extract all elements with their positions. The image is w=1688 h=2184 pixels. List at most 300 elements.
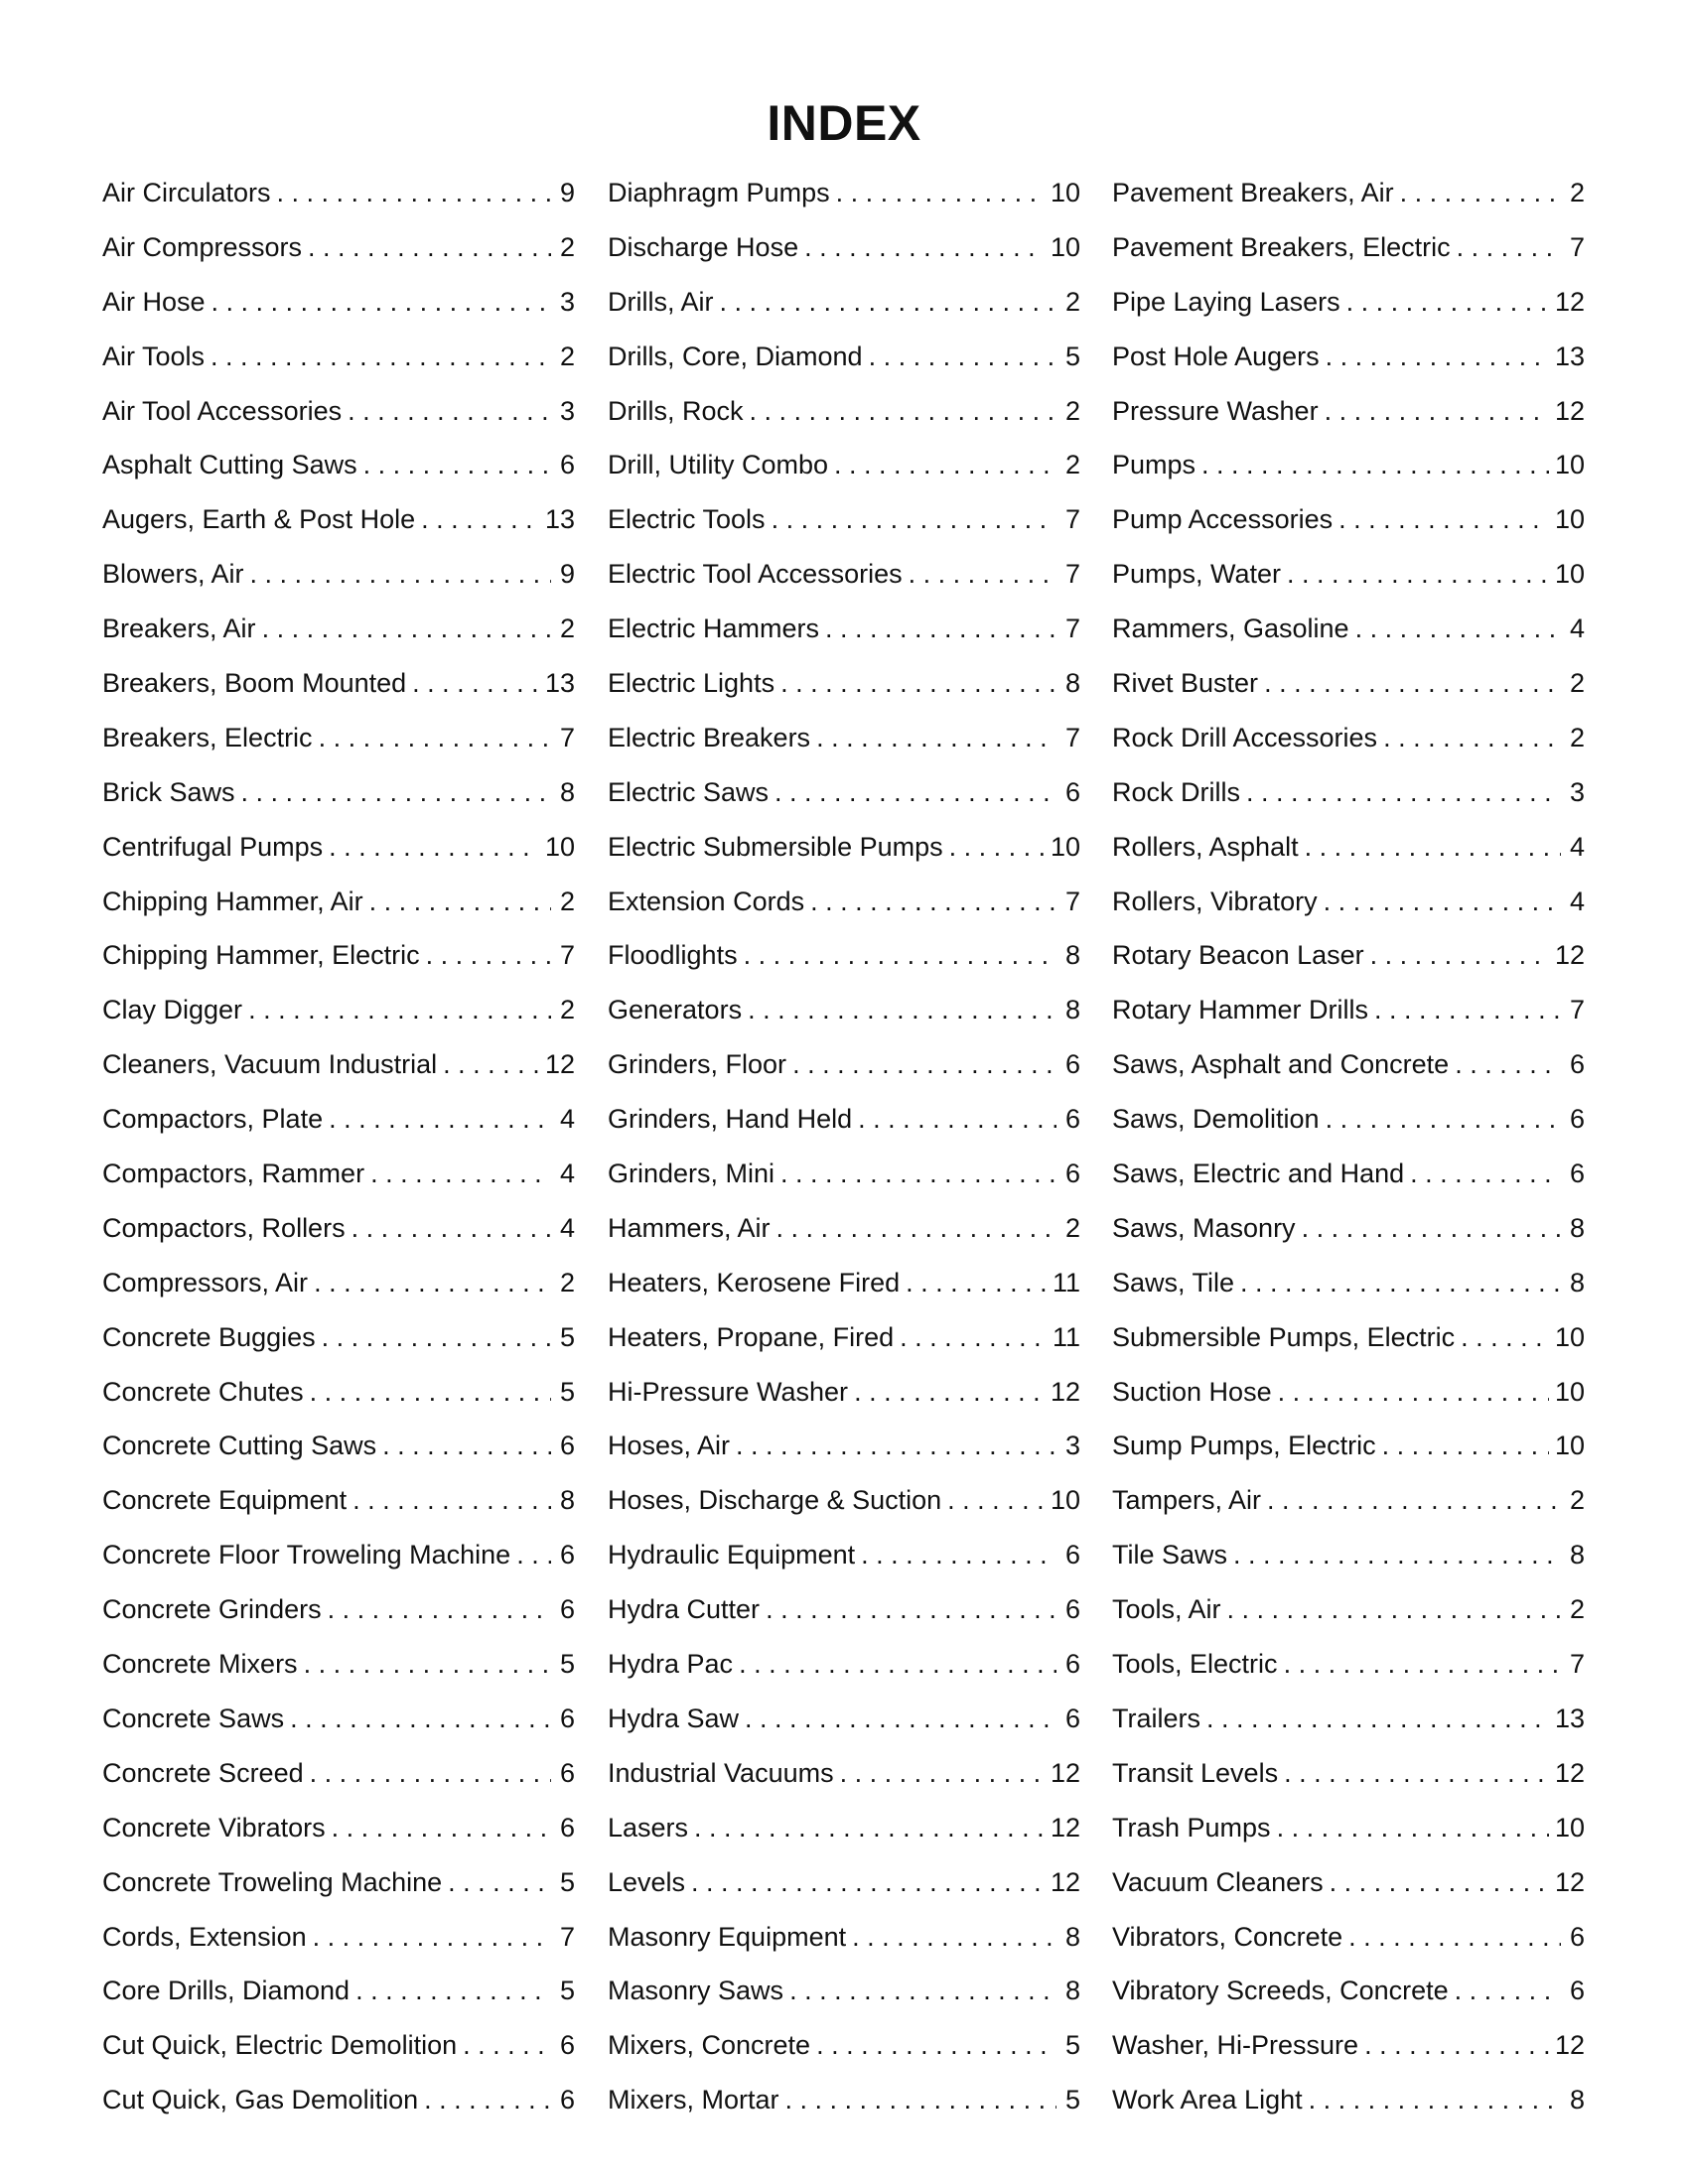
dot-leader bbox=[1278, 1372, 1549, 1412]
index-entry-label: Electric Hammers bbox=[608, 614, 820, 644]
dot-leader bbox=[1383, 718, 1561, 757]
index-entry bbox=[1112, 1699, 1585, 1753]
dot-leader bbox=[1287, 554, 1549, 594]
dot-leader bbox=[858, 1099, 1056, 1139]
dot-leader bbox=[1326, 1099, 1561, 1139]
index-entry bbox=[102, 1263, 575, 1317]
index-entry-label: Hydra Saw bbox=[608, 1703, 740, 1733]
index-column-1 bbox=[102, 173, 575, 2134]
index-entry bbox=[608, 718, 1080, 772]
index-entry-page-number: 6 bbox=[1064, 776, 1080, 807]
dot-leader bbox=[1457, 227, 1561, 267]
index-entry-label: Grinders, Floor bbox=[608, 1049, 787, 1080]
dot-leader bbox=[1309, 2080, 1561, 2119]
dot-leader bbox=[308, 227, 551, 267]
dot-leader bbox=[1461, 1317, 1549, 1357]
dot-leader bbox=[748, 990, 1056, 1029]
index-entry-page-number: 5 bbox=[559, 1976, 575, 2006]
index-entry-label: Air Tools bbox=[102, 341, 206, 371]
index-entry bbox=[608, 2025, 1080, 2080]
index-entry-page-number: 9 bbox=[559, 178, 575, 207]
index-entry-page-number: 8 bbox=[559, 776, 575, 807]
index-entry bbox=[1112, 1208, 1585, 1263]
index-entry-label: Hydraulic Equipment bbox=[608, 1540, 856, 1570]
dot-leader bbox=[328, 1589, 551, 1629]
index-entry-label: Grinders, Hand Held bbox=[608, 1104, 853, 1135]
index-entry-label: Mixers, Concrete bbox=[608, 2030, 811, 2061]
index-entry bbox=[608, 1753, 1080, 1808]
dot-leader bbox=[1267, 1480, 1561, 1520]
dot-leader bbox=[1284, 1753, 1549, 1793]
index-entry-label: Lasers bbox=[608, 1812, 689, 1843]
dot-leader bbox=[736, 1426, 1056, 1465]
index-entry-page-number: 12 bbox=[1050, 1757, 1080, 1788]
index-entry-label: Hammers, Air bbox=[608, 1212, 771, 1243]
dot-leader bbox=[720, 282, 1057, 322]
index-entry-label: Asphalt Cutting Saws bbox=[102, 450, 357, 480]
index-entry-page-number: 7 bbox=[1569, 1649, 1585, 1680]
index-entry bbox=[102, 1208, 575, 1263]
index-entry-label: Chipping Hammer, Air bbox=[102, 886, 363, 916]
dot-leader bbox=[1410, 1154, 1561, 1193]
index-entry-page-number: 8 bbox=[1569, 2085, 1585, 2116]
index-entry bbox=[608, 1208, 1080, 1263]
dot-leader bbox=[310, 1753, 551, 1793]
index-entry bbox=[1112, 1480, 1585, 1535]
index-entry bbox=[1112, 1317, 1585, 1372]
index-entry-page-number: 6 bbox=[1569, 1976, 1585, 2006]
index-entry bbox=[608, 935, 1080, 990]
index-entry-page-number: 12 bbox=[1050, 1866, 1080, 1897]
index-entry-page-number: 3 bbox=[559, 395, 575, 426]
dot-leader bbox=[248, 990, 551, 1029]
index-entry-page-number: 2 bbox=[559, 231, 575, 262]
dot-leader bbox=[1206, 1699, 1549, 1738]
index-entry-label: Air Circulators bbox=[102, 178, 271, 207]
dot-leader bbox=[694, 1808, 1045, 1847]
dot-leader bbox=[382, 1426, 551, 1465]
index-entry bbox=[608, 1699, 1080, 1753]
index-entry bbox=[608, 882, 1080, 936]
dot-leader bbox=[785, 2080, 1056, 2119]
index-entry-label: Pumps, Water bbox=[1112, 559, 1282, 590]
index-entry-page-number: 6 bbox=[559, 1431, 575, 1461]
index-entry-label: Tile Saws bbox=[1112, 1540, 1228, 1570]
index-entry-label: Submersible Pumps, Electric bbox=[1112, 1321, 1456, 1352]
index-entry-label: Mixers, Mortar bbox=[608, 2085, 779, 2116]
index-entry-page-number: 6 bbox=[559, 1594, 575, 1625]
index-entry-label: Air Tool Accessories bbox=[102, 395, 343, 426]
index-entry bbox=[1112, 337, 1585, 391]
dot-leader bbox=[322, 1317, 551, 1357]
index-entry bbox=[102, 609, 575, 663]
index-entry bbox=[1112, 1263, 1585, 1317]
index-entry bbox=[1112, 1862, 1585, 1917]
dot-leader bbox=[370, 1154, 551, 1193]
index-entry-label: Heaters, Kerosene Fired bbox=[608, 1267, 901, 1297]
index-entry-label: Concrete Cutting Saws bbox=[102, 1431, 377, 1461]
index-entry-page-number: 6 bbox=[1569, 1921, 1585, 1952]
index-entry-label: Pump Accessories bbox=[1112, 504, 1334, 535]
index-column-2 bbox=[608, 173, 1080, 2134]
index-entry-label: Air Hose bbox=[102, 286, 206, 317]
index-entry bbox=[102, 282, 575, 337]
index-entry-page-number: 10 bbox=[1554, 450, 1585, 480]
index-entry-page-number: 11 bbox=[1052, 1267, 1080, 1297]
index-entry-page-number: 6 bbox=[1569, 1104, 1585, 1135]
dot-leader bbox=[355, 1971, 551, 2010]
index-entry bbox=[102, 1862, 575, 1917]
dot-leader bbox=[332, 1808, 551, 1847]
index-entry bbox=[102, 337, 575, 391]
dot-leader bbox=[277, 173, 551, 212]
index-entry bbox=[608, 772, 1080, 827]
index-entry-label: Levels bbox=[608, 1866, 686, 1897]
index-entry-label: Hoses, Air bbox=[608, 1431, 731, 1461]
index-entry-label: Rollers, Vibratory bbox=[1112, 886, 1318, 916]
index-entry-label: Heaters, Propane, Fired bbox=[608, 1321, 895, 1352]
dot-leader bbox=[861, 1535, 1056, 1574]
index-entry-page-number: 9 bbox=[559, 559, 575, 590]
index-entry bbox=[1112, 1426, 1585, 1480]
index-entry-page-number: 12 bbox=[544, 1049, 575, 1080]
index-entry bbox=[608, 1971, 1080, 2025]
dot-leader bbox=[816, 2025, 1056, 2065]
index-entry-page-number: 2 bbox=[559, 341, 575, 371]
index-entry-label: Compactors, Rollers bbox=[102, 1212, 346, 1243]
index-entry-label: Concrete Chutes bbox=[102, 1376, 304, 1407]
dot-leader bbox=[1338, 499, 1549, 539]
index-entry-label: Diaphragm Pumps bbox=[608, 178, 830, 207]
index-entry bbox=[608, 1426, 1080, 1480]
index-entry-label: Compressors, Air bbox=[102, 1267, 309, 1297]
dot-leader bbox=[766, 1589, 1056, 1629]
index-entry-page-number: 2 bbox=[559, 886, 575, 916]
index-entry-label: Chipping Hammer, Electric bbox=[102, 940, 420, 971]
index-entry bbox=[608, 827, 1080, 882]
index-entry-label: Cords, Extension bbox=[102, 1921, 307, 1952]
dot-leader bbox=[1355, 609, 1561, 648]
index-entry-page-number: 10 bbox=[1554, 1321, 1585, 1352]
dot-leader bbox=[313, 1917, 551, 1957]
index-entry-page-number: 13 bbox=[1554, 1703, 1585, 1733]
index-entry-page-number: 12 bbox=[1554, 1866, 1585, 1897]
index-entry bbox=[102, 1044, 575, 1099]
index-entry-page-number: 7 bbox=[559, 722, 575, 752]
index-entry bbox=[608, 1862, 1080, 1917]
dot-leader bbox=[825, 609, 1056, 648]
index-entry bbox=[1112, 445, 1585, 499]
index-entry bbox=[102, 1971, 575, 2025]
index-entry-page-number: 4 bbox=[1569, 831, 1585, 862]
index-entry-page-number: 5 bbox=[559, 1376, 575, 1407]
dot-leader bbox=[947, 1480, 1045, 1520]
index-entry-label: Hydra Pac bbox=[608, 1649, 734, 1680]
index-entry-label: Breakers, Electric bbox=[102, 722, 313, 752]
index-entry-page-number: 4 bbox=[559, 1159, 575, 1189]
dot-leader bbox=[1277, 1808, 1549, 1847]
index-entry-page-number: 12 bbox=[1554, 1757, 1585, 1788]
dot-leader bbox=[363, 445, 551, 484]
dot-leader bbox=[443, 1044, 539, 1084]
dot-leader bbox=[211, 337, 551, 376]
dot-leader bbox=[1284, 1644, 1561, 1684]
index-entry bbox=[608, 2080, 1080, 2134]
index-entry-label: Rock Drills bbox=[1112, 776, 1241, 807]
index-entry-label: Washer, Hi-Pressure bbox=[1112, 2030, 1359, 2061]
dot-leader bbox=[780, 663, 1056, 703]
index-entry-label: Saws, Demolition bbox=[1112, 1104, 1320, 1135]
index-entry-label: Masonry Equipment bbox=[608, 1921, 847, 1952]
index-entry bbox=[608, 1589, 1080, 1644]
index-entry bbox=[1112, 609, 1585, 663]
index-entry bbox=[1112, 1917, 1585, 1972]
dot-leader bbox=[1201, 445, 1549, 484]
index-entry-label: Saws, Asphalt and Concrete bbox=[1112, 1049, 1450, 1080]
dot-leader bbox=[792, 1044, 1056, 1084]
index-entry-label: Sump Pumps, Electric bbox=[1112, 1431, 1376, 1461]
index-entry-page-number: 8 bbox=[1064, 1976, 1080, 2006]
index-entry-label: Breakers, Air bbox=[102, 614, 256, 644]
index-entry bbox=[608, 337, 1080, 391]
dot-leader bbox=[1348, 1917, 1561, 1957]
index-entry-label: Cleaners, Vacuum Industrial bbox=[102, 1049, 438, 1080]
index-entry-page-number: 5 bbox=[1064, 2085, 1080, 2116]
index-entry-label: Tampers, Air bbox=[1112, 1485, 1262, 1516]
index-entry bbox=[1112, 1044, 1585, 1099]
index-entry-page-number: 8 bbox=[1064, 668, 1080, 699]
index-entry bbox=[1112, 663, 1585, 718]
dot-leader bbox=[1326, 337, 1549, 376]
index-entry-page-number: 6 bbox=[1064, 1540, 1080, 1570]
index-entry-label: Pavement Breakers, Air bbox=[1112, 178, 1394, 207]
index-entry-page-number: 6 bbox=[559, 1757, 575, 1788]
index-entry-label: Blowers, Air bbox=[102, 559, 244, 590]
index-entry-page-number: 6 bbox=[559, 2030, 575, 2061]
index-entry-page-number: 5 bbox=[1064, 2030, 1080, 2061]
index-entry-page-number: 10 bbox=[1554, 559, 1585, 590]
index-entry-page-number: 12 bbox=[1050, 1812, 1080, 1843]
index-entry bbox=[1112, 2025, 1585, 2080]
index-entry-label: Pumps bbox=[1112, 450, 1196, 480]
index-entry-page-number: 2 bbox=[559, 995, 575, 1025]
index-entry bbox=[608, 1808, 1080, 1862]
index-entry-page-number: 7 bbox=[1569, 995, 1585, 1025]
index-entry-page-number: 6 bbox=[559, 1812, 575, 1843]
index-entry-page-number: 13 bbox=[544, 504, 575, 535]
index-entry bbox=[1112, 718, 1585, 772]
dot-leader bbox=[250, 554, 551, 594]
index-entry-page-number: 7 bbox=[1569, 231, 1585, 262]
index-entry-label: Cut Quick, Electric Demolition bbox=[102, 2030, 458, 2061]
dot-leader bbox=[304, 1644, 551, 1684]
dot-leader bbox=[319, 718, 551, 757]
index-entry bbox=[1112, 882, 1585, 936]
index-entry-label: Concrete Grinders bbox=[102, 1594, 322, 1625]
index-entry bbox=[1112, 1644, 1585, 1699]
index-entry-label: Rotary Hammer Drills bbox=[1112, 995, 1369, 1025]
index-entry bbox=[102, 1099, 575, 1154]
index-entry-page-number: 8 bbox=[1569, 1267, 1585, 1297]
index-entry-label: Electric Submersible Pumps bbox=[608, 831, 943, 862]
index-entry-page-number: 2 bbox=[559, 614, 575, 644]
index-entry bbox=[102, 990, 575, 1044]
index-entry-page-number: 6 bbox=[1064, 1049, 1080, 1080]
index-entry-page-number: 8 bbox=[1569, 1212, 1585, 1243]
index-entry-label: Rotary Beacon Laser bbox=[1112, 940, 1364, 971]
index-entry-page-number: 12 bbox=[1554, 2030, 1585, 2061]
index-entry-page-number: 5 bbox=[559, 1321, 575, 1352]
index-entry-page-number: 2 bbox=[1064, 1212, 1080, 1243]
index-entry-page-number: 6 bbox=[1064, 1649, 1080, 1680]
index-entry bbox=[102, 1480, 575, 1535]
dot-leader bbox=[772, 499, 1056, 539]
index-entry-page-number: 10 bbox=[1050, 231, 1080, 262]
index-entry-page-number: 6 bbox=[1064, 1104, 1080, 1135]
dot-leader bbox=[780, 1154, 1056, 1193]
index-entry-page-number: 3 bbox=[559, 286, 575, 317]
index-entry bbox=[608, 1644, 1080, 1699]
dot-leader bbox=[774, 772, 1056, 812]
dot-leader bbox=[852, 1917, 1056, 1957]
dot-leader bbox=[352, 1480, 551, 1520]
index-entry bbox=[608, 282, 1080, 337]
index-entry-label: Industrial Vacuums bbox=[608, 1757, 834, 1788]
index-entry bbox=[102, 827, 575, 882]
dot-leader bbox=[1370, 935, 1549, 975]
index-entry bbox=[102, 1154, 575, 1208]
index-entry-page-number: 8 bbox=[1064, 940, 1080, 971]
dot-leader bbox=[329, 827, 539, 867]
index-entry bbox=[608, 445, 1080, 499]
index-entry bbox=[1112, 282, 1585, 337]
index-entry-label: Post Hole Augers bbox=[1112, 341, 1320, 371]
index-entry-page-number: 10 bbox=[544, 831, 575, 862]
index-entry-label: Vibrators, Concrete bbox=[1112, 1921, 1343, 1952]
index-entry bbox=[102, 1808, 575, 1862]
index-entry-label: Concrete Equipment bbox=[102, 1485, 348, 1516]
index-entry bbox=[608, 1154, 1080, 1208]
index-entry-label: Breakers, Boom Mounted bbox=[102, 668, 407, 699]
dot-leader bbox=[1240, 1263, 1561, 1302]
index-entry-label: Saws, Masonry bbox=[1112, 1212, 1296, 1243]
index-entry-page-number: 7 bbox=[559, 940, 575, 971]
dot-leader bbox=[1382, 1426, 1549, 1465]
index-entry-page-number: 10 bbox=[1554, 1431, 1585, 1461]
index-entry-page-number: 11 bbox=[1052, 1321, 1080, 1352]
dot-leader bbox=[750, 391, 1056, 431]
dot-leader bbox=[739, 1644, 1056, 1684]
index-entry bbox=[1112, 1099, 1585, 1154]
index-entry bbox=[1112, 1971, 1585, 2025]
index-entry bbox=[102, 935, 575, 990]
dot-leader bbox=[516, 1535, 551, 1574]
dot-leader bbox=[869, 337, 1056, 376]
index-entry-page-number: 6 bbox=[559, 450, 575, 480]
index-entry-page-number: 3 bbox=[1569, 776, 1585, 807]
index-entry-page-number: 7 bbox=[1064, 614, 1080, 644]
index-entry bbox=[1112, 935, 1585, 990]
index-entry bbox=[1112, 391, 1585, 446]
index-entry-label: Suction Hose bbox=[1112, 1376, 1272, 1407]
dot-leader bbox=[424, 2080, 551, 2119]
dot-leader bbox=[412, 663, 539, 703]
index-entry bbox=[102, 1426, 575, 1480]
index-entry-label: Drill, Utility Combo bbox=[608, 450, 829, 480]
index-entry-page-number: 6 bbox=[1064, 1703, 1080, 1733]
dot-leader bbox=[1264, 663, 1561, 703]
index-entry-page-number: 7 bbox=[1064, 504, 1080, 535]
index-entry-label: Drills, Air bbox=[608, 286, 714, 317]
dot-leader bbox=[1325, 391, 1549, 431]
dot-leader bbox=[834, 445, 1056, 484]
index-entry bbox=[1112, 1589, 1585, 1644]
index-entry-label: Concrete Vibrators bbox=[102, 1812, 326, 1843]
index-entry-page-number: 4 bbox=[1569, 614, 1585, 644]
dot-leader bbox=[426, 935, 551, 975]
index-entry-label: Concrete Screed bbox=[102, 1757, 304, 1788]
index-entry-page-number: 4 bbox=[559, 1212, 575, 1243]
index-entry bbox=[608, 227, 1080, 282]
index-entry bbox=[1112, 990, 1585, 1044]
index-entry-page-number: 10 bbox=[1554, 1376, 1585, 1407]
dot-leader bbox=[854, 1372, 1045, 1412]
index-entry-label: Electric Breakers bbox=[608, 722, 811, 752]
dot-leader bbox=[909, 554, 1056, 594]
index-entry-label: Pipe Laying Lasers bbox=[1112, 286, 1340, 317]
index-entry-label: Concrete Saws bbox=[102, 1703, 285, 1733]
index-entry-label: Concrete Mixers bbox=[102, 1649, 298, 1680]
index-entry bbox=[102, 445, 575, 499]
index-entry-page-number: 6 bbox=[559, 2085, 575, 2116]
index-entry-label: Rivet Buster bbox=[1112, 668, 1259, 699]
dot-leader bbox=[744, 935, 1056, 975]
index-entry-label: Hydra Cutter bbox=[608, 1594, 761, 1625]
index-entry bbox=[1112, 827, 1585, 882]
dot-leader bbox=[691, 1862, 1045, 1902]
index-entry-page-number: 2 bbox=[1569, 722, 1585, 752]
dot-leader bbox=[369, 882, 551, 921]
index-entry-label: Discharge Hose bbox=[608, 231, 799, 262]
index-entry bbox=[608, 990, 1080, 1044]
dot-leader bbox=[1400, 173, 1561, 212]
index-entry-label: Electric Tool Accessories bbox=[608, 559, 903, 590]
index-entry-page-number: 5 bbox=[559, 1866, 575, 1897]
index-entry bbox=[102, 882, 575, 936]
index-entry-label: Saws, Electric and Hand bbox=[1112, 1159, 1405, 1189]
index-entry bbox=[608, 1535, 1080, 1589]
dot-leader bbox=[348, 391, 551, 431]
dot-leader bbox=[448, 1862, 551, 1902]
index-entry-page-number: 10 bbox=[1554, 1812, 1585, 1843]
index-entry-page-number: 13 bbox=[1554, 341, 1585, 371]
index-entry bbox=[608, 1917, 1080, 1972]
index-entry-page-number: 10 bbox=[1554, 504, 1585, 535]
dot-leader bbox=[1455, 1971, 1561, 2010]
index-entry bbox=[1112, 1808, 1585, 1862]
index-entry bbox=[608, 663, 1080, 718]
index-entry-page-number: 10 bbox=[1050, 1485, 1080, 1516]
dot-leader bbox=[745, 1699, 1056, 1738]
dot-leader bbox=[290, 1699, 551, 1738]
index-entry-page-number: 4 bbox=[559, 1104, 575, 1135]
dot-leader bbox=[314, 1263, 551, 1302]
index-entry-label: Pressure Washer bbox=[1112, 395, 1319, 426]
index-entry bbox=[1112, 1753, 1585, 1808]
index-entry-label: Concrete Buggies bbox=[102, 1321, 316, 1352]
index-entry-page-number: 12 bbox=[1554, 286, 1585, 317]
index-entry bbox=[102, 2080, 575, 2134]
